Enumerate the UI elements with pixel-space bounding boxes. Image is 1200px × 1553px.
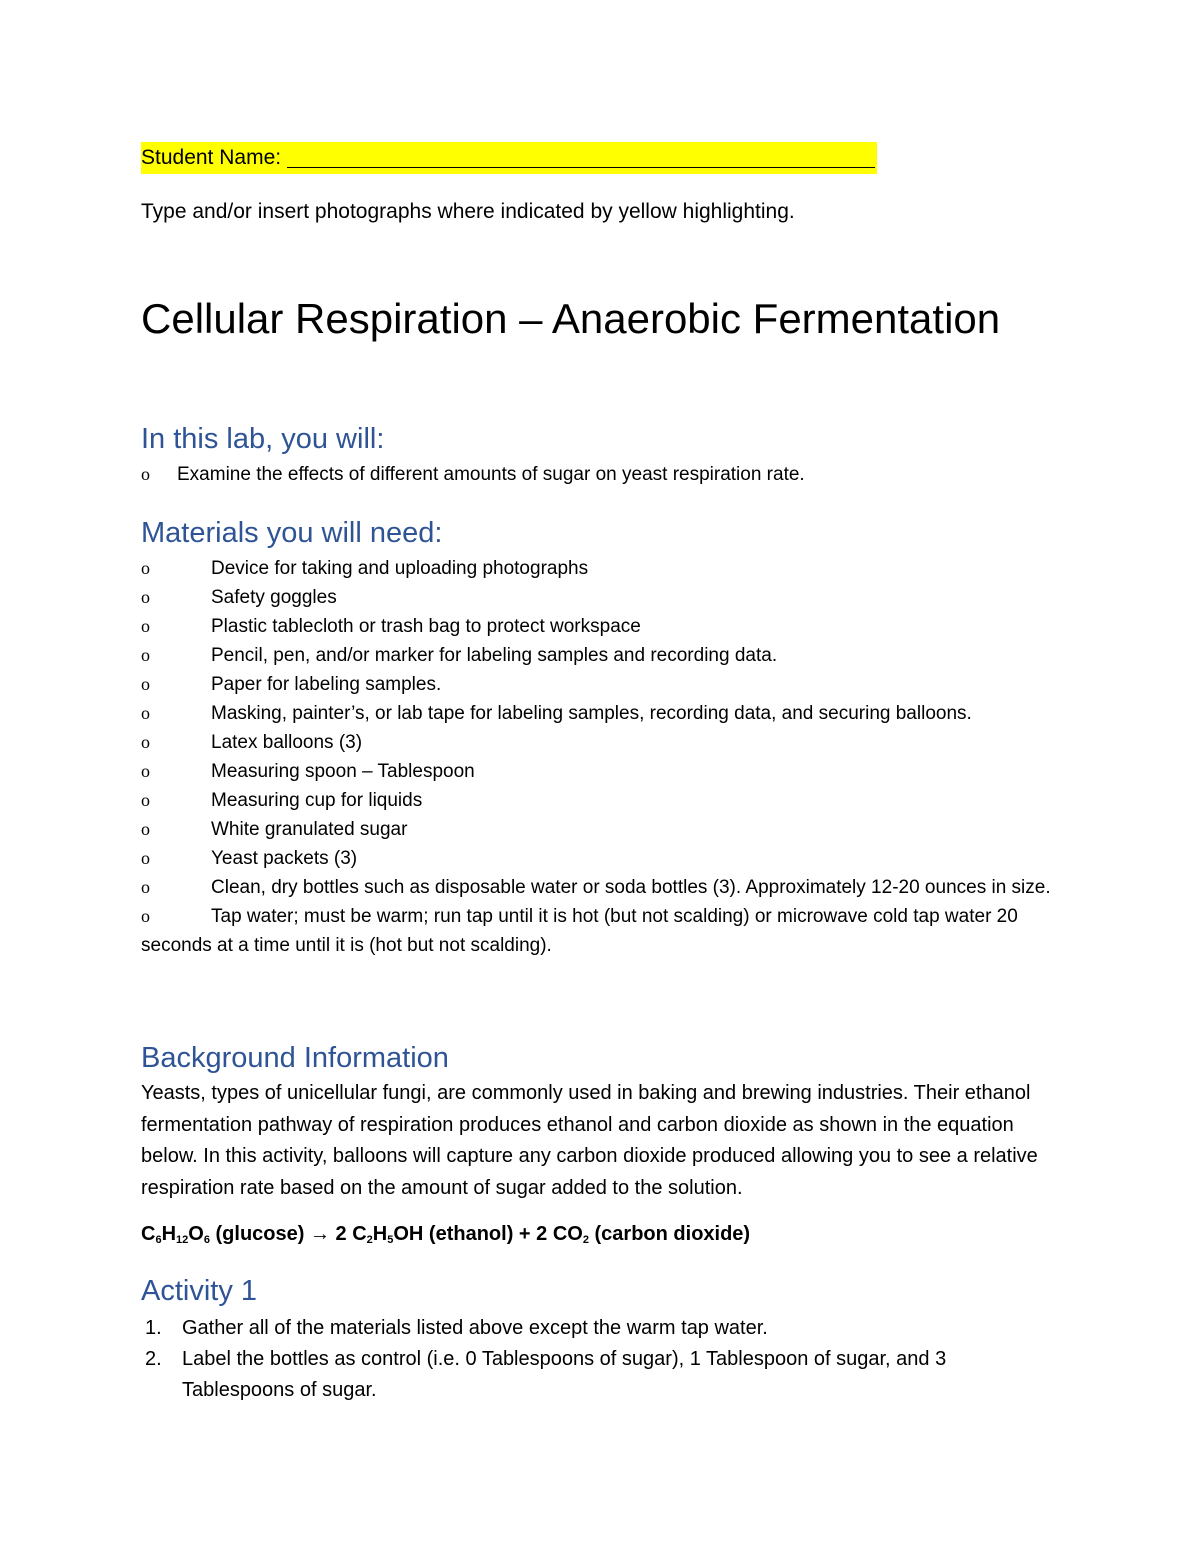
material-text: Latex balloons (3) [211,732,363,753]
list-item [141,699,1061,728]
eq-c: C [352,1223,367,1245]
bullet-marker: o [141,558,150,578]
material-text: Paper for labeling samples. [211,674,442,695]
list-item [141,902,1061,960]
student-name-blank[interactable] [287,145,875,168]
list-item [141,786,1061,815]
step-number: 2. [145,1348,162,1370]
eq-sub: 6 [155,1234,162,1246]
bullet-marker: o [141,674,150,694]
eq-o: O [188,1223,204,1245]
background-heading: Background Information [141,1042,449,1074]
fermentation-equation [141,1219,750,1255]
objective-text: Examine the effects of different amounts of sugar on yeast respiration rate. [177,464,805,485]
material-text: Measuring spoon – Tablespoon [211,761,475,782]
step-text: Gather all of the materials listed above except the warm tap water. [182,1317,768,1339]
list-item [141,1344,1041,1406]
eq-sub: 2 [582,1234,589,1246]
list-item [141,583,1061,612]
activity-steps [141,1313,1041,1406]
eq-co2-label: (carbon dioxide) [588,1223,751,1245]
bullet-marker: o [141,464,150,484]
step-text: Label the bottles as control (i.e. 0 Tablespoons of sugar), 1 Tablespoon of sugar, and 3 Tablespoons of sugar. [182,1348,947,1401]
objectives-list [141,460,1061,489]
activity-heading: Activity 1 [141,1275,258,1307]
bullet-marker: o [141,761,150,781]
bullet-marker: o [141,848,150,868]
material-text: Device for taking and uploading photographs [211,558,589,579]
materials-list [141,554,1061,960]
material-text: Tap water; must be warm; run tap until it is hot (but not scalding) or microwave cold tap water 20 seconds at a time until it is (hot but not scalding). [141,906,1018,956]
list-item [141,460,1061,489]
list-item [141,815,1061,844]
bullet-marker: o [141,587,150,607]
background-text: Yeasts, types of unicellular fungi, are commonly used in baking and brewing industries. Their ethanol fermentation pathway of respiration produces ethanol and carbon dioxide as shown in the equation below. In this activity, balloons will capture any carbon dioxide produced allowing you to see a relative respiration rate based on the amount of sugar added to the solution. [141,1082,1038,1199]
eq-sub: 12 [176,1234,189,1246]
material-text: Yeast packets (3) [211,848,358,869]
eq-glucose-label: (glucose) → 2 [209,1223,353,1245]
bullet-marker: o [141,732,150,752]
material-text: Measuring cup for liquids [211,790,423,811]
eq-h: H [372,1223,388,1245]
eq-h: H [161,1223,177,1245]
list-item [141,844,1061,873]
eq-sub: 6 [203,1234,210,1246]
eq-sub: 2 [366,1234,373,1246]
document-title: Cellular Respiration – Anaerobic Fermentation [141,295,1001,342]
materials-heading: Materials you will need: [141,517,443,549]
eq-ethanol-label: OH (ethanol) + 2 CO [393,1223,583,1245]
student-name-field[interactable] [141,142,877,174]
bullet-marker: o [141,790,150,810]
bullet-marker: o [141,616,150,636]
material-text: Safety goggles [211,587,337,608]
bullet-marker: o [141,645,150,665]
bullet-marker: o [141,703,150,723]
objectives-heading: In this lab, you will: [141,423,385,455]
list-item [141,612,1061,641]
step-number: 1. [145,1317,162,1339]
bullet-marker: o [141,877,150,897]
list-item [141,728,1061,757]
material-text: Pencil, pen, and/or marker for labeling samples and recording data. [211,645,778,666]
list-item [141,873,1061,902]
list-item [141,757,1061,786]
list-item [141,670,1061,699]
eq-sub: 5 [387,1234,394,1246]
material-text: White granulated sugar [211,819,408,840]
list-item [141,554,1061,583]
student-name-label: Student Name: [141,146,282,169]
instructions-text: Type and/or insert photographs where indicated by yellow highlighting. [141,200,795,223]
material-text: Plastic tablecloth or trash bag to protect workspace [211,616,641,637]
list-item [141,641,1061,670]
bullet-marker: o [141,906,150,926]
list-item [141,1313,1041,1344]
material-text: Masking, painter’s, or lab tape for labeling samples, recording data, and securing balloons. [211,703,972,724]
bullet-marker: o [141,819,150,839]
eq-c: C [141,1223,156,1245]
material-text: Clean, dry bottles such as disposable water or soda bottles (3). Approximately 12-20 ounces in size. [211,877,1051,898]
